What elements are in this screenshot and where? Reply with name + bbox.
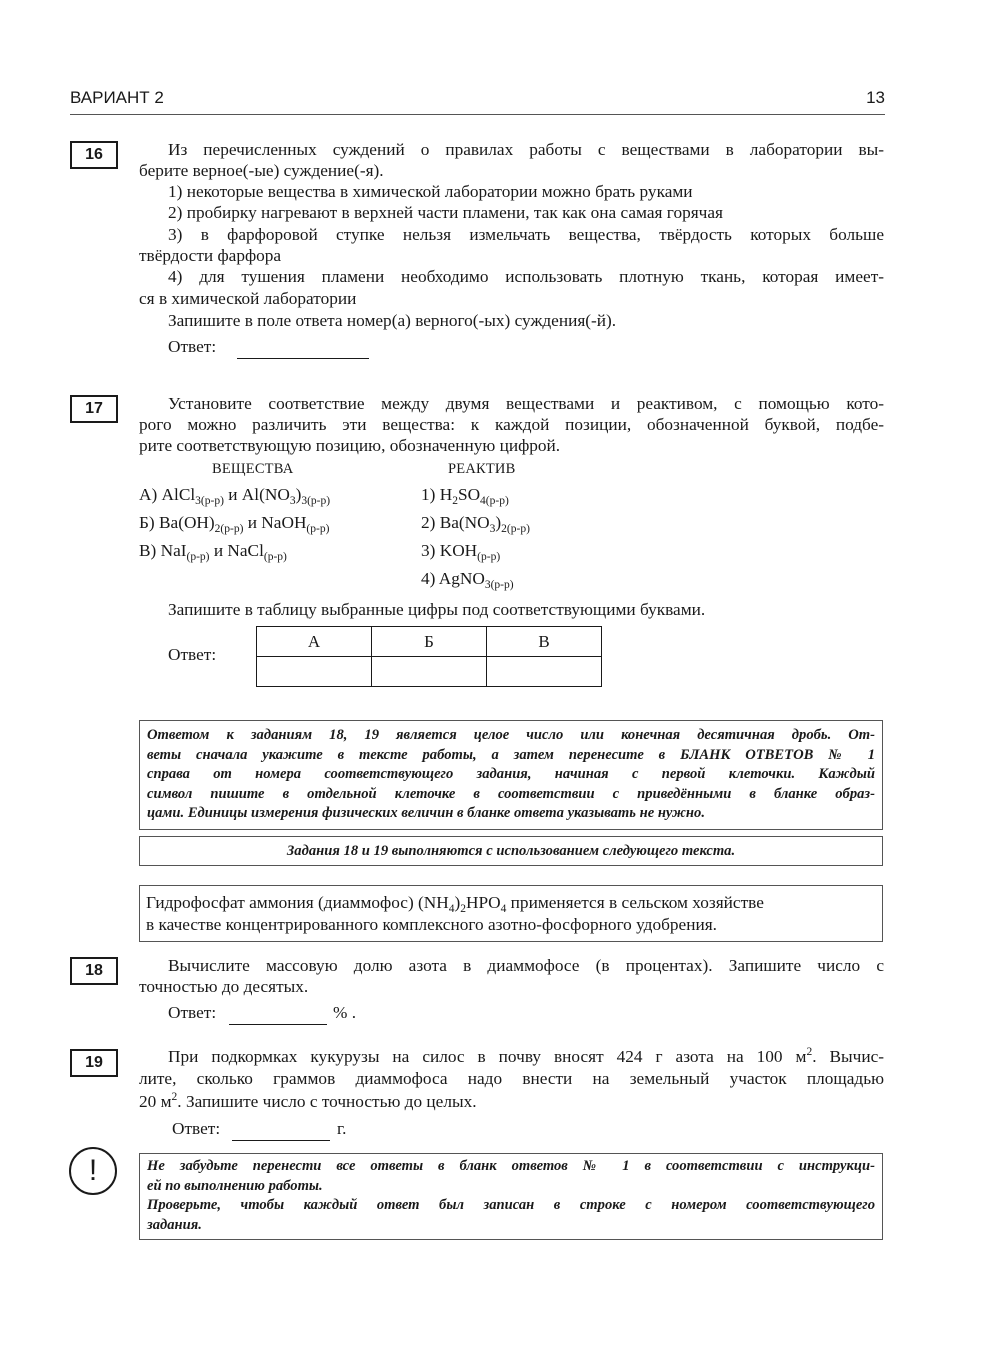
text-note-box [139, 836, 883, 866]
reagent-3: 3) $KOH_{(р-р)}$ [421, 541, 501, 563]
reagent-4: 4) AgNO$_{3(р-р)}$ [421, 569, 514, 591]
reminder-box [139, 1153, 883, 1240]
reagent-2: 2) $Ba(NO_3)_{2(р-р)}$ [421, 513, 530, 535]
q18-line-1: Вычислите массовую долю азота в диаммофосе (в процентах). Запишите число с [168, 956, 884, 975]
instructions-line-5: цами. Единицы измерения физических величин в бланке ответа указывать не нужно. [147, 805, 705, 821]
q18-answer-label: Ответ: [168, 1003, 217, 1022]
instructions-line-3: справа от номера соответствующего задания, начиная с первой клеточки. Каждый [147, 766, 875, 782]
source-text-line-1: Гидрофосфат аммония (диаммофос) $(NH_4)_2HPO_4$ применяется в сельском хозяйстве [146, 893, 764, 915]
reminder-line-4: задания. [147, 1216, 202, 1233]
instructions-line-1: Ответом к заданиям 18, 19 является целое число или конечная десятичная дробь. От- [147, 727, 875, 743]
answer-table-header-c: В [487, 627, 602, 657]
answer-cell-c[interactable] [487, 657, 602, 687]
task-number-19: 19 [70, 1049, 118, 1077]
variant-title: ВАРИАНТ 2 [70, 88, 164, 107]
task-number-17: 17 [70, 395, 118, 423]
instructions-box [139, 720, 883, 830]
q19-line-3: 20 $м^2$. Запишите число с точностью до целых. [139, 1091, 477, 1111]
q16-instruction: Запишите в поле ответа номер(а) верного(-ых) суждения(-й). [168, 311, 617, 330]
q18-unit: % . [333, 1003, 357, 1022]
page-number: 13 [866, 88, 885, 107]
page-header [70, 88, 885, 115]
substance-pair-a: А) AlCl$_{3(р-р)}$ и $Al(NO_3)_{3(р-р)}$ [139, 485, 331, 507]
reminder-line-2: ей по выполнению работы. [147, 1177, 323, 1194]
q16-statement-4b: ся в химической лаборатории [139, 289, 357, 308]
q17-answer-table [256, 626, 602, 687]
q18-answer-field[interactable] [229, 1010, 327, 1025]
answer-cell-b[interactable] [372, 657, 487, 687]
q16-answer-label: Ответ: [168, 337, 217, 356]
q19-unit: г. [337, 1119, 347, 1138]
q19-answer-field[interactable] [232, 1126, 330, 1141]
column-header-substances: ВЕЩЕСТВА [212, 461, 294, 477]
answer-cell-a[interactable] [257, 657, 372, 687]
instructions-line-4: символ пишите в отдельной клеточке в соответствии с приведёнными в бланке образ- [147, 785, 875, 802]
q17-intro-line3: рите соответствующую позицию, обозначенную цифрой. [139, 436, 561, 455]
source-text-box [139, 885, 883, 942]
q16-statement-2: 2) пробирку нагревают в верхней части пламени, так как она самая горячая [168, 203, 723, 222]
q16-statement-1: 1) некоторые вещества в химической лаборатории можно брать руками [168, 182, 693, 201]
q16-statement-3b: твёрдости фарфора [139, 246, 282, 265]
answer-table-header-b: Б [372, 627, 487, 657]
substance-pair-c: В) NaI$_{(р-р)}$ и NaCl$_{(р-р)}$ [139, 541, 287, 563]
q16-intro-line2: берите верное(-ые) суждение(-я). [139, 161, 384, 180]
q16-intro-line1: Из перечисленных суждений о правилах работы с веществами в лаборатории вы- [168, 140, 884, 159]
column-header-reagent: РЕАКТИВ [448, 461, 516, 477]
q19-line-2: лите, сколько граммов диаммофоса надо внести на земельный участок площадью [139, 1069, 884, 1088]
q18-line-2: точностью до десятых. [139, 977, 309, 996]
q17-intro-line1: Установите соответствие между двумя веществами и реактивом, с помощью кото- [168, 394, 884, 413]
task-number-18: 18 [70, 957, 118, 985]
reminder-line-1: Не забудьте перенести все ответы в бланк ответов № 1 в соответствии с инструкци- [147, 1158, 875, 1174]
q19-line-1: При подкормках кукурузы на силос в почву вносят 424 г азота на 100 $м^2$. Вычис- [168, 1046, 884, 1066]
answer-table-header-a: А [257, 627, 372, 657]
source-text-line-2: в качестве концентрированного комплексного азотно-фосфорного удобрения. [146, 915, 717, 934]
text-note: Задания 18 и 19 выполняются с использованием следующего текста. [286, 843, 736, 859]
exclamation-icon: ! [69, 1147, 117, 1195]
q16-statement-3a: 3) в фарфоровой ступке нельзя измельчать вещества, твёрдость которых больше [168, 225, 884, 244]
q17-intro-line2: рого можно различить эти вещества: к каждой позиции, обозначенной буквой, подбе- [139, 415, 884, 434]
q19-answer-label: Ответ: [172, 1119, 221, 1138]
reagent-1: 1) $H_2SO_{4(р-р)}$ [421, 485, 509, 507]
q16-statement-4a: 4) для тушения пламени необходимо использовать плотную ткань, которая имеет- [168, 267, 884, 286]
q16-answer-field[interactable] [237, 344, 369, 359]
q17-instruction: Запишите в таблицу выбранные цифры под соответствующими буквами. [168, 600, 706, 619]
reminder-line-3: Проверьте, чтобы каждый ответ был записан в строке с номером соответствующего [147, 1197, 875, 1213]
substance-pair-b: Б) $Ba(OH)_{2(р-р)}$ и NaOH$_{(р-р)}$ [139, 513, 330, 535]
task-number-16: 16 [70, 141, 118, 169]
q17-answer-label: Ответ: [168, 645, 217, 664]
instructions-line-2: веты сначала укажите в тексте работы, а затем перенесите в БЛАНК ОТВЕТОВ № 1 [147, 746, 875, 763]
